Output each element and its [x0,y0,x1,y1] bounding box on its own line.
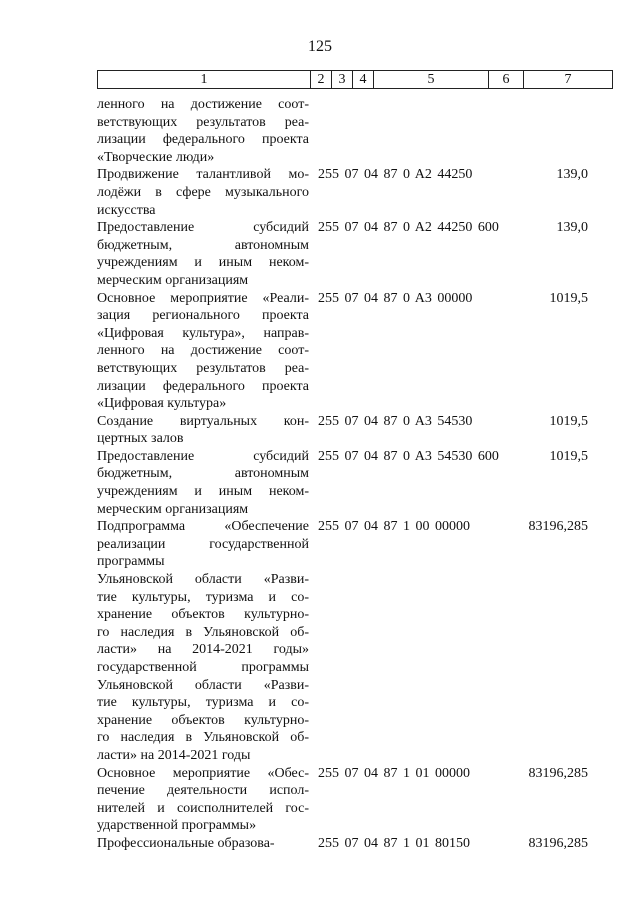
description-line: ударственной программы» [97,818,257,834]
table-header [97,70,613,89]
amount: 1019,5 [549,413,588,429]
amount: 139,0 [556,167,588,183]
description-line: ветствующих результатов реа- [97,360,309,376]
description-line: цертных залов [97,431,184,447]
description-line: учреждениям и иным неком- [97,255,309,271]
header-col-2: 2 [311,71,332,89]
description-line: ленного на достижение соот- [97,343,309,359]
table-row [97,290,617,413]
row-description [97,96,309,166]
description-line: Ульяновской области «Разви- [97,677,309,693]
header-col-7: 7 [524,71,613,89]
amount: 1019,5 [549,448,588,464]
description-line: Создание виртуальных кон- [97,413,309,429]
amount: 83196,285 [528,765,588,781]
table-row [97,765,617,835]
description-line: программы [97,554,165,570]
description-line: Ульяновской области «Разви- [97,572,309,588]
header-col-5: 5 [374,71,489,89]
description-line: лизации федерального проекта [97,378,309,394]
table-row [97,219,617,289]
description-line: печение деятельности испол- [97,783,309,799]
header-col-4: 4 [353,71,374,89]
budget-codes: 255 07 04 87 0 A3 00000 [318,290,473,306]
description-line: реализации государственной [97,536,309,552]
page-number: 125 [308,38,332,55]
budget-table-body [97,96,617,853]
amount: 139,0 [556,220,588,236]
budget-codes: 255 07 04 87 1 01 80150 [318,835,470,851]
description-line: лизации федерального проекта [97,132,309,148]
description-line: «Цифровая культура» [97,396,227,412]
table-row [97,518,617,764]
row-description [97,448,309,518]
description-line: тие культуры, туризма и со- [97,589,309,605]
budget-codes: 255 07 04 87 0 A3 54530 [318,413,473,429]
budget-codes: 255 07 04 87 0 A2 44250 600 [318,220,499,236]
description-line: «Цифровая культура», направ- [97,325,309,341]
description-line: Основное мероприятие «Обес- [97,765,309,781]
description-line: го наследия в Ульяновской об- [97,730,309,746]
budget-codes: 255 07 04 87 0 A2 44250 [318,167,473,183]
description-line: Предоставление субсидий [97,220,309,236]
description-line: ласти» на 2014-2021 годы [97,747,251,763]
budget-codes: 255 07 04 87 0 A3 54530 600 [318,448,499,464]
description-line: хранение объектов культурно- [97,607,309,623]
amount: 83196,285 [528,519,588,535]
description-line: ласти» на 2014-2021 годы» [97,642,309,658]
table-row [97,96,617,166]
description-line: Продвижение талантливой мо- [97,167,309,183]
description-line: нителей и соисполнителей гос- [97,800,309,816]
header-col-3: 3 [332,71,353,89]
description-line: Предоставление субсидий [97,448,309,464]
table-row [97,835,617,853]
header-col-1: 1 [98,71,311,89]
row-description [97,765,309,835]
description-line: бюджетным, автономным [97,237,309,253]
row-description [97,413,309,448]
description-line: учреждениям и иным неком- [97,484,309,500]
row-description [97,518,309,764]
description-line: го наследия в Ульяновской об- [97,624,309,640]
amount: 83196,285 [528,835,588,851]
budget-codes: 255 07 04 87 1 01 00000 [318,765,470,781]
description-line: государственной программы [97,660,309,675]
description-line: искусства [97,202,156,218]
description-line: мерческим организациям [97,501,249,517]
amount: 1019,5 [549,290,588,306]
description-line: «Творческие люди» [97,149,215,165]
row-description [97,835,309,853]
description-line: тие культуры, туризма и со- [97,695,309,711]
table-row [97,448,617,518]
table-row [97,413,617,448]
header-col-6: 6 [489,71,524,89]
description-line: Основное мероприятие «Реали- [97,290,309,306]
description-line: хранение объектов культурно- [97,712,309,728]
description-line: зация регионального проекта [97,308,309,324]
description-line: мерческим организациям [97,272,249,288]
table-row [97,166,617,219]
description-line: Профессиональные образова- [97,835,275,851]
row-description [97,219,309,289]
row-description [97,290,309,413]
budget-codes: 255 07 04 87 1 00 00000 [318,519,470,535]
description-line: Подпрограмма «Обеспечение [97,519,309,535]
description-line: бюджетным, автономным [97,466,309,482]
description-line: лодёжи в сфере музыкального [97,184,309,200]
description-line: ветствующих результатов реа- [97,114,309,130]
description-line: ленного на достижение соот- [97,97,309,112]
row-description [97,166,309,219]
